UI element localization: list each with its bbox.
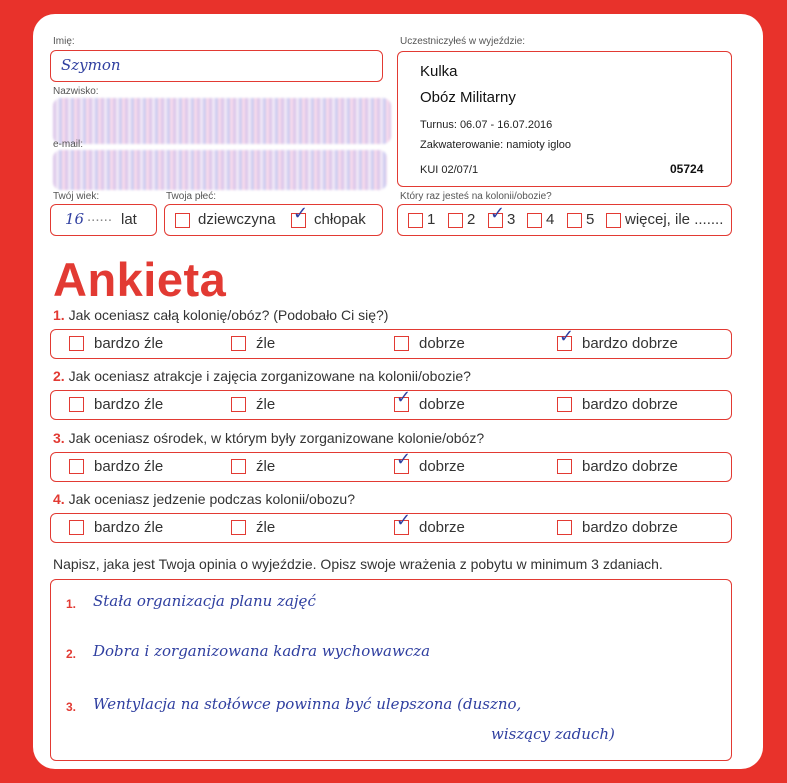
answer-2-text: Dobra i zorganizowana kadra wychowawcza — [93, 642, 431, 660]
gender-field — [164, 204, 383, 236]
gender-male-label: chłopak — [314, 211, 366, 228]
times-label: Który raz jesteś na kolonii/obozie? — [400, 191, 552, 202]
question-4-options — [50, 510, 732, 543]
question-2-text — [53, 368, 471, 384]
survey-title: Ankieta — [53, 253, 227, 306]
first-name-value: Szymon — [61, 56, 121, 74]
answer-1-num: 1. — [66, 597, 77, 611]
rating-label: źle — [256, 519, 276, 536]
rating-label: bardzo dobrze — [582, 335, 678, 352]
rating-checkbox[interactable] — [69, 520, 84, 535]
rating-checkbox[interactable] — [231, 397, 246, 412]
rating-label: dobrze — [419, 396, 465, 413]
times-2-label: 2 — [467, 211, 476, 228]
rating-label: bardzo dobrze — [582, 519, 678, 536]
question-3-options — [50, 449, 732, 482]
question-1-options — [50, 326, 732, 359]
email-redacted — [53, 150, 387, 190]
age-dots: ...... — [87, 208, 113, 225]
times-1-checkbox[interactable] — [408, 213, 423, 228]
email-label: e-mail: — [53, 139, 84, 150]
times-1-label: 1 — [427, 211, 436, 228]
rating-label: bardzo źle — [94, 396, 164, 413]
age-field[interactable] — [50, 204, 157, 236]
rating-label: dobrze — [419, 519, 465, 536]
answer-3-text-continued: wiszący zaduch) — [491, 725, 615, 743]
rating-label: dobrze — [419, 458, 465, 475]
question-number: 1. — [53, 307, 65, 323]
check-mark-icon: ✓ — [396, 510, 412, 531]
times-field — [397, 204, 732, 236]
age-value: 16 — [65, 210, 85, 228]
last-name-redacted — [53, 98, 391, 144]
check-mark-icon: ✓ — [396, 387, 412, 408]
rating-checkbox[interactable] — [394, 387, 412, 412]
answer-2-num: 2. — [66, 647, 77, 661]
opinion-box[interactable] — [50, 579, 732, 761]
question-label: Jak oceniasz ośrodek, w którym były zorganizowane kolonie/obóz? — [68, 430, 485, 446]
trip-label: Uczestniczyłeś w wyjeździe: — [400, 36, 526, 47]
rating-label: źle — [256, 458, 276, 475]
question-number: 4. — [53, 491, 65, 507]
answer-1-text: Stała organizacja planu zajęć — [93, 592, 316, 610]
gender-male-checkbox[interactable] — [291, 203, 309, 228]
rating-checkbox[interactable] — [69, 397, 84, 412]
times-more-label: więcej, ile ....... — [625, 211, 724, 228]
check-mark-icon: ✓ — [293, 203, 309, 224]
rating-label: źle — [256, 335, 276, 352]
rating-label: bardzo źle — [94, 335, 164, 352]
trip-turnus: Turnus: 06.07 - 16.07.2016 — [420, 119, 553, 131]
times-4-label: 4 — [546, 211, 555, 228]
question-number: 3. — [53, 430, 65, 446]
rating-checkbox[interactable] — [394, 510, 412, 535]
rating-checkbox[interactable] — [557, 397, 572, 412]
first-name-label: Imię: — [53, 36, 75, 47]
gender-female-checkbox[interactable] — [175, 213, 190, 228]
times-4-checkbox[interactable] — [527, 213, 542, 228]
answer-3-text: Wentylacja na stołówce powinna być ulepszona (duszno, — [93, 695, 522, 713]
times-more-checkbox[interactable] — [606, 213, 621, 228]
trip-code: KUI 02/07/1 — [420, 164, 479, 176]
check-mark-icon: ✓ — [559, 326, 575, 347]
rating-checkbox[interactable] — [394, 336, 409, 351]
trip-name: Kulka — [420, 63, 458, 80]
times-5-checkbox[interactable] — [567, 213, 582, 228]
question-label: Jak oceniasz atrakcje i zajęcia zorganizowane na kolonii/obozie? — [68, 368, 471, 384]
age-unit: lat — [121, 211, 137, 228]
rating-checkbox[interactable] — [231, 336, 246, 351]
rating-label: bardzo dobrze — [582, 458, 678, 475]
question-3-text — [53, 430, 484, 446]
rating-label: bardzo źle — [94, 458, 164, 475]
gender-female-label: dziewczyna — [198, 211, 276, 228]
question-label: Jak oceniasz jedzenie podczas kolonii/obozu? — [68, 491, 355, 507]
rating-checkbox[interactable] — [231, 459, 246, 474]
trip-info-box — [397, 51, 732, 187]
gender-label: Twoja płeć: — [166, 191, 217, 202]
age-label: Twój wiek: — [53, 191, 100, 202]
first-name-field[interactable] — [50, 50, 383, 82]
rating-checkbox[interactable] — [394, 449, 412, 474]
question-label: Jak oceniasz całą kolonię/obóz? (Podobało Ci się?) — [68, 307, 389, 323]
times-5-label: 5 — [586, 211, 595, 228]
check-mark-icon: ✓ — [490, 203, 506, 224]
answer-3-num: 3. — [66, 700, 77, 714]
survey-form — [33, 14, 763, 769]
times-2-checkbox[interactable] — [448, 213, 463, 228]
rating-checkbox[interactable] — [231, 520, 246, 535]
question-2-options — [50, 387, 732, 420]
rating-checkbox[interactable] — [557, 326, 575, 351]
rating-label: źle — [256, 396, 276, 413]
rating-label: dobrze — [419, 335, 465, 352]
rating-checkbox[interactable] — [557, 520, 572, 535]
rating-checkbox[interactable] — [69, 336, 84, 351]
rating-label: bardzo dobrze — [582, 396, 678, 413]
question-1-text — [53, 307, 388, 323]
opinion-prompt: Napisz, jaka jest Twoja opinia o wyjeździe. Opisz swoje wrażenia z pobytu w minimum 3 zdaniach. — [53, 556, 663, 572]
rating-checkbox[interactable] — [69, 459, 84, 474]
trip-accommodation: Zakwaterowanie: namioty igloo — [420, 139, 572, 151]
last-name-label: Nazwisko: — [53, 86, 99, 97]
times-3-label: 3 — [507, 211, 516, 228]
times-3-checkbox[interactable] — [488, 203, 506, 228]
question-number: 2. — [53, 368, 65, 384]
trip-number: 05724 — [670, 162, 704, 176]
question-4-text — [53, 491, 355, 507]
rating-label: bardzo źle — [94, 519, 164, 536]
check-mark-icon: ✓ — [396, 449, 412, 470]
rating-checkbox[interactable] — [557, 459, 572, 474]
trip-camp: Obóz Militarny — [420, 89, 516, 106]
